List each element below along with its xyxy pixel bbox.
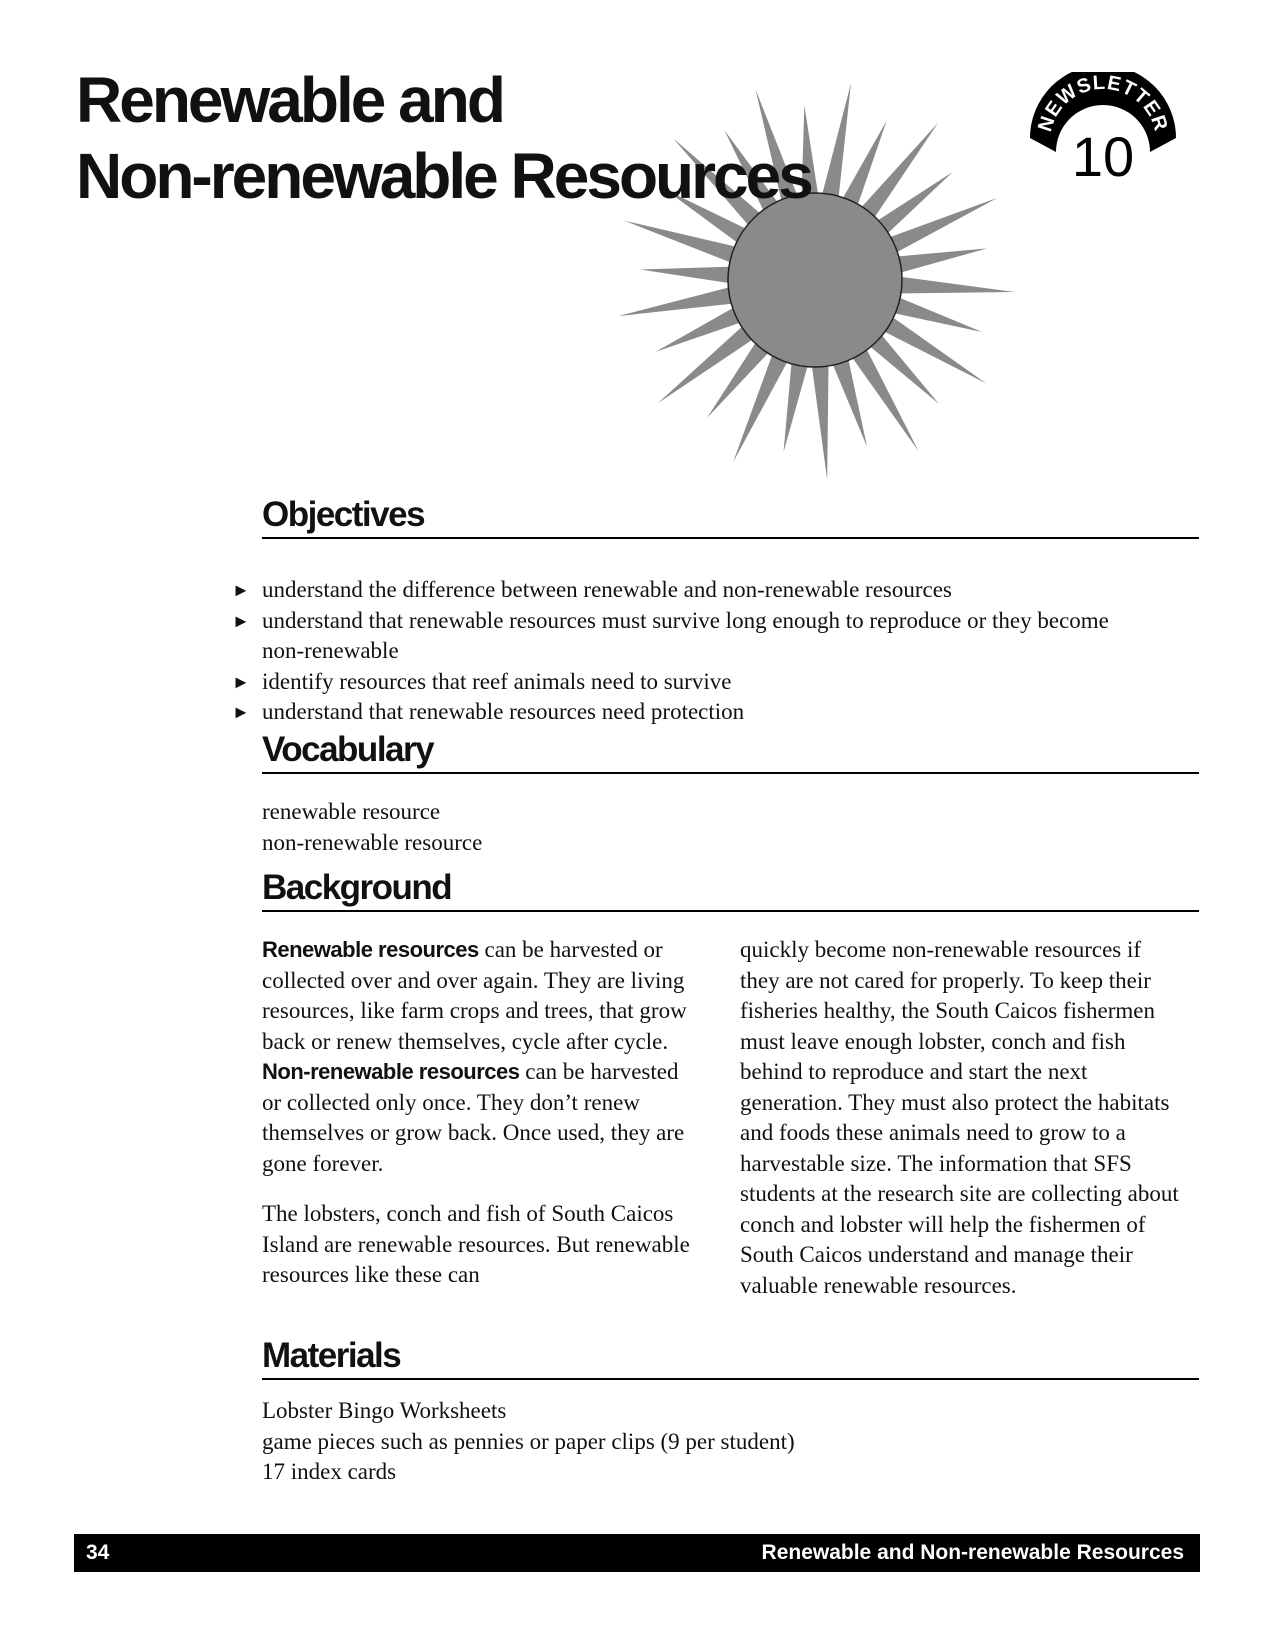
materials-list [262,1396,1199,1488]
page-number: 34 [86,1541,110,1564]
sun-ray [821,83,851,203]
sun-ray [879,314,987,384]
page-title-line-1: Renewable and [76,64,503,136]
vocabulary-item: renewable resource [262,799,441,824]
sun-ray [640,266,736,284]
background-paragraph-3: quickly become non-renewable resources if they are not cared for properly. To keep their fisheries healthy, the South Caicos fishermen must leave enough lobster, conch and fish behind to reproduce and start the next generation. They must also protect the habitats and foods these animals need to grow to a harvestable size. The information that SFS students at the research site are collecting about conch and lobster will help the fishermen of South Caicos understand and manage their valuable renewable resources. [740,937,1179,1298]
objective-item [232,667,1132,698]
footer-title: Renewable and Non-renewable Resources [761,1541,1184,1564]
arrow-right-icon: ► [232,580,250,600]
term-renewable: Renewable resources [262,937,479,962]
objective-text: understand that renewable resources must survive long enough to reproduce or they become non-renewable [262,607,1109,663]
objective-item [232,575,1132,606]
vocabulary-list [262,797,1199,858]
materials-heading: Materials [262,1336,1199,1380]
page-footer [74,1534,1200,1572]
objectives-heading: Objectives [262,495,1199,539]
vocabulary-item: non-renewable resource [262,829,483,855]
background-column-left [262,935,702,1291]
badge-number: 10 [1071,125,1135,184]
newsletter-badge [1028,72,1178,184]
background-text: can be harvested or collected only once. They don’t renew themselves or grow back. Once used, they are gone forever. [262,1059,685,1176]
background-paragraph-2: The lobsters, conch and fish of South Caicos Island are renewable resources. But renewable resources like these can [262,1201,690,1287]
sun-ray [894,276,1015,294]
objectives-list [232,575,1132,728]
objective-text: understand the difference between renewable and non-renewable resources [262,577,952,602]
badge-word-path: NEWSLETTER [1034,72,1172,135]
background-column-right [740,935,1185,1301]
materials-item: Lobster Bingo Worksheets [262,1398,507,1423]
sun-ray [892,248,987,274]
page-title [76,62,811,214]
materials-item: game pieces such as pennies or paper clips (9 per student) [262,1428,795,1454]
arrow-right-icon: ► [232,702,250,722]
sun-ray [811,359,829,480]
page-title-line-2: Non-renewable Resources [76,140,811,212]
materials-item: 17 index cards [262,1459,397,1484]
sun-disc [728,193,902,367]
objective-item [232,697,1132,728]
term-non-renewable: Non-renewable resources [262,1059,520,1084]
vocabulary-heading: Vocabulary [262,730,1199,774]
background-paragraph-1 [262,935,702,1179]
sun-ray [784,357,810,453]
objective-item [232,606,1132,667]
sun-ray [849,343,919,451]
objective-text: identify resources that reef animals need to survive [262,668,732,694]
background-heading: Background [262,868,1199,912]
sun-ray [618,286,738,316]
arrow-right-icon: ► [232,671,250,692]
background-text: can be harvested or collected over and over again. They are living resources, like farm crops and trees, that grow back or renew themselves, cycle after cycle. [262,937,687,1054]
arrow-right-icon: ► [232,610,250,631]
objective-text: understand that renewable resources need protection [262,699,745,724]
